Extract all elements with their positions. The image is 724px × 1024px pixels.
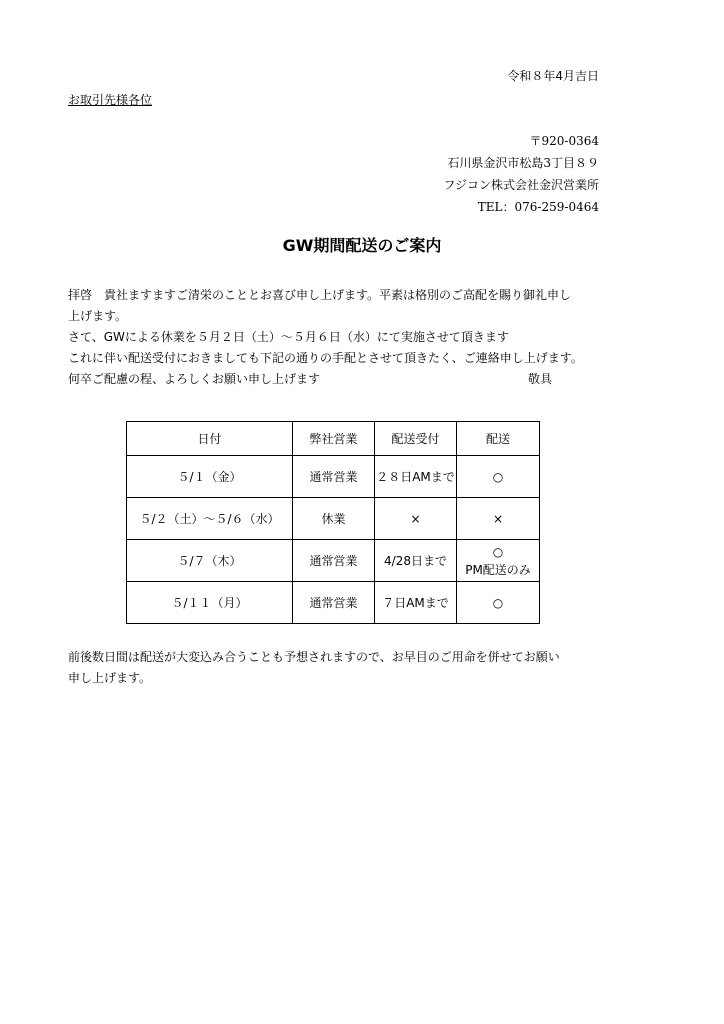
sender-tel: TEL：076-259-0464 — [477, 200, 599, 214]
table-row — [127, 456, 540, 498]
cell-delivery — [457, 456, 540, 498]
cell-delivery — [457, 582, 540, 624]
sender-address: 石川県金沢市松島3丁目８９ — [447, 156, 599, 170]
header-business: 弊社営業 — [293, 422, 375, 456]
delivery-mark: × — [492, 511, 504, 526]
cell-reception: × — [375, 498, 457, 540]
cell-date: ５/２（土）～５/６（水） — [127, 498, 293, 540]
delivery-mark: ○ — [492, 469, 504, 484]
sender-postal-code: 〒920-0364 — [529, 134, 599, 148]
body-line: 何卒ご配慮の程、よろしくお願い申し上げます — [68, 372, 321, 386]
schedule-table — [126, 421, 540, 624]
delivery-mark: ○ — [492, 544, 504, 559]
issue-date: 令和８年4月吉日 — [507, 69, 599, 83]
body-line-closing-row — [68, 369, 628, 390]
sender-block — [443, 130, 599, 218]
delivery-note: PM配送のみ — [465, 562, 531, 577]
cell-business: 通常営業 — [293, 582, 375, 624]
header-delivery: 配送 — [457, 422, 540, 456]
body-line: 上げます。 — [68, 309, 128, 323]
cell-reception: ７日AMまで — [375, 582, 457, 624]
cell-delivery — [457, 498, 540, 540]
cell-delivery — [457, 540, 540, 582]
document-title: GW期間配送のご案内 — [282, 236, 442, 255]
body-line: 拝啓 貴社ますますご清栄のこととお喜び申し上げます。平素は格別のご高配を賜り御礼申し — [68, 288, 572, 302]
header-reception: 配送受付 — [375, 422, 457, 456]
footer-line: 申し上げます。 — [68, 671, 152, 685]
body-text — [68, 285, 628, 390]
closing-word: 敬具 — [528, 372, 553, 386]
cell-reception: 4/28日まで — [375, 540, 457, 582]
sender-company: フジコン株式会社金沢営業所 — [443, 178, 599, 192]
cell-date: ５/７（木） — [127, 540, 293, 582]
table-row — [127, 582, 540, 624]
recipient: お取引先様各位 — [68, 93, 153, 107]
cell-reception: ２８日AMまで — [375, 456, 457, 498]
footer-line: 前後数日間は配送が大変込み合うことも予想されますので、お早目のご用命を併せてお願い — [68, 650, 560, 664]
cell-business: 通常営業 — [293, 456, 375, 498]
cell-business: 通常営業 — [293, 540, 375, 582]
header-date: 日付 — [127, 422, 293, 456]
cell-date: ５/１１（月） — [127, 582, 293, 624]
cell-business: 休業 — [293, 498, 375, 540]
cell-date: ５/１（金） — [127, 456, 293, 498]
delivery-mark: ○ — [492, 595, 504, 610]
table-row — [127, 540, 540, 582]
body-line: これに伴い配送受付におきましても下記の通りの手配とさせて頂きたく、ご連絡申し上げます。 — [68, 351, 583, 365]
table-row — [127, 498, 540, 540]
footer-text — [68, 647, 560, 689]
body-line: さて、GWによる休業を５月２日（土）～５月６日（水）にて実施させて頂きます — [68, 330, 509, 344]
table-header-row — [127, 422, 540, 456]
